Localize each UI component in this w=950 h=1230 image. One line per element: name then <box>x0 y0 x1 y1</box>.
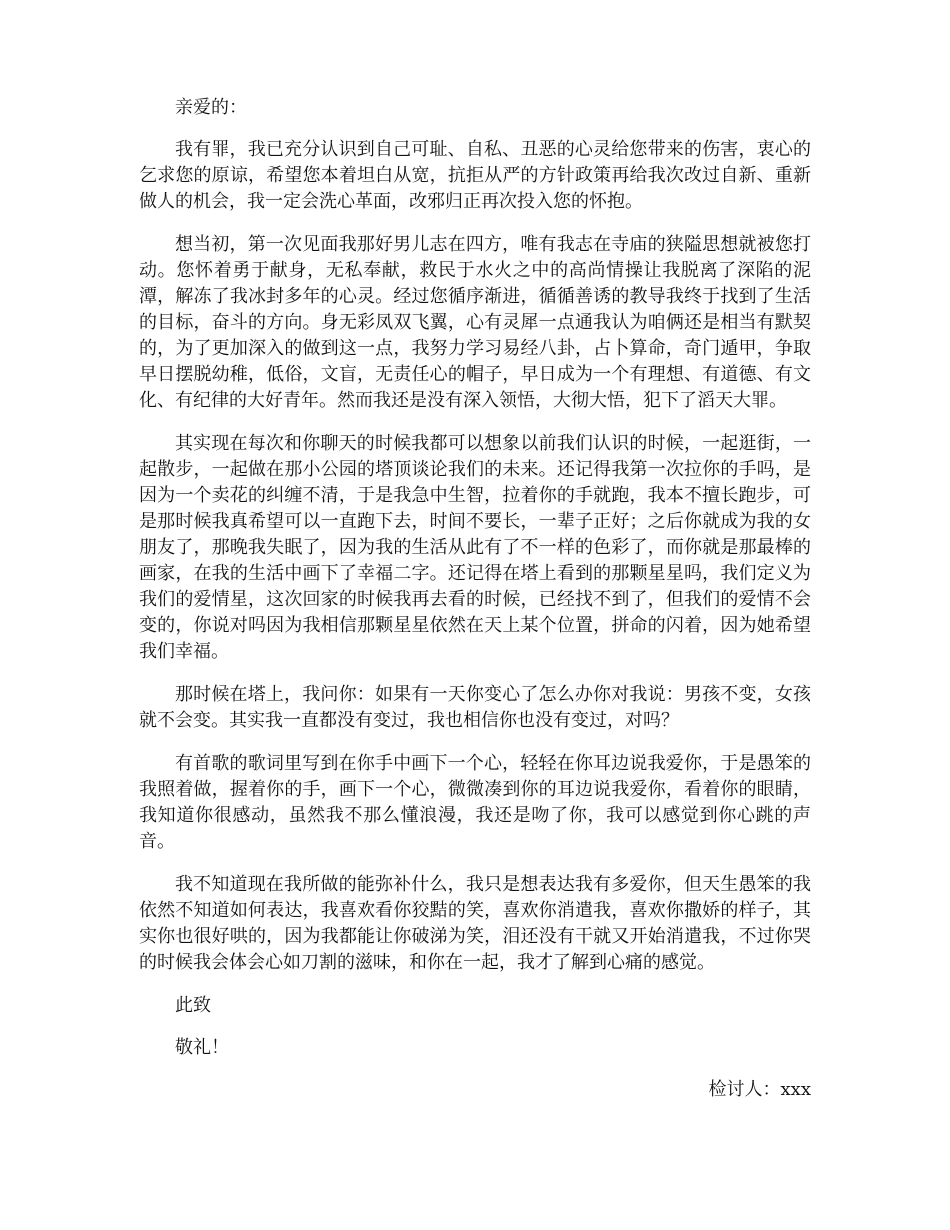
letter-greeting: 亲爱的： <box>175 97 247 118</box>
letter-paragraph: 我不知道现在我所做的能弥补什么，我只是想表达我有多爱你，但天生愚笨的我依然不知道如何表达，我喜欢看你狡黠的笑，喜欢你消遣我，喜欢你撒娇的样子，其实你也很好哄的，因为我都能让你破涕为笑，泪还没有干就又开始消遣我，不过你哭的时候我会体会心如刀割的滋味，和你在一起，我才了解到心痛的感觉。 <box>139 874 811 973</box>
letter-paragraph: 有首歌的歌词里写到在你手中画下一个心，轻轻在你耳边说我爱你，于是愚笨的我照着做，握着你的手，画下一个心，微微凑到你的耳边说我爱你，看着你的眼睛，我知道你很感动，虽然我不那么懂浪漫，我还是吻了你，我可以感觉到你心跳的声音。 <box>139 753 811 852</box>
letter-paragraph: 想当初，第一次见面我那好男儿志在四方，唯有我志在寺庙的狭隘思想就被您打动。您怀着勇于献身，无私奉献，救民于水火之中的高尚情操让我脱离了深陷的泥潭，解冻了我冰封多年的心灵。经过您循序渐进，循循善诱的教导我终于找到了生活的目标，奋斗的方向。身无彩凤双飞翼，心有灵犀一点通我认为咱俩还是相当有默契的，为了更加深入的做到这一点，我努力学习易经八卦，占卜算命，奇门遁甲，争取早日摆脱幼稚，低俗，文盲，无责任心的帽子，早日成为一个有理想、有道德、有文化、有纪律的大好青年。然而我还是没有深入领悟，大彻大悟，犯下了滔天大罪。 <box>139 234 811 411</box>
letter-paragraph: 其实现在每次和你聊天的时候我都可以想象以前我们认识的时候，一起逛街，一起散步，一起做在那小公园的塔顶谈论我们的未来。还记得我第一次拉你的手吗，是因为一个卖花的纠缠不清，于是我急中生智，拉着你的手就跑，我本不擅长跑步，可是那时候我真希望可以一直跑下去，时间不要长，一辈子正好；之后你就成为我的女朋友了，那晚我失眠了，因为我的生活从此有了不一样的色彩了，而你就是那最棒的画家，在我的生活中画下了幸福二字。还记得在塔上看到的那颗星星吗，我们定义为我们的爱情星，这次回家的时候我再去看的时候，已经找不到了，但我们的爱情不会变的，你说对吗因为我相信那颗星星依然在天上某个位置，拼命的闪着，因为她希望我们幸福。 <box>139 433 811 662</box>
letter-closing-respectfully: 此致 <box>175 995 211 1016</box>
letter-closing-salute: 敬礼！ <box>175 1037 229 1058</box>
letter-paragraph: 那时候在塔上，我问你：如果有一天你变心了怎么办你对我说：男孩不变，女孩就不会变。其实我一直都没有变过，我也相信你也没有变过，对吗？ <box>139 684 811 731</box>
letter-document <box>139 95 811 1103</box>
letter-paragraph: 我有罪，我已充分认识到自己可耻、自私、丑恶的心灵给您带来的伤害，衷心的乞求您的原谅，希望您本着坦白从宽，抗拒从严的方针政策再给我次改过自新、重新做人的机会，我一定会洗心革面，改邪归正再次投入您的怀抱。 <box>139 139 811 212</box>
letter-signature: 检讨人：xxx <box>708 1079 811 1100</box>
